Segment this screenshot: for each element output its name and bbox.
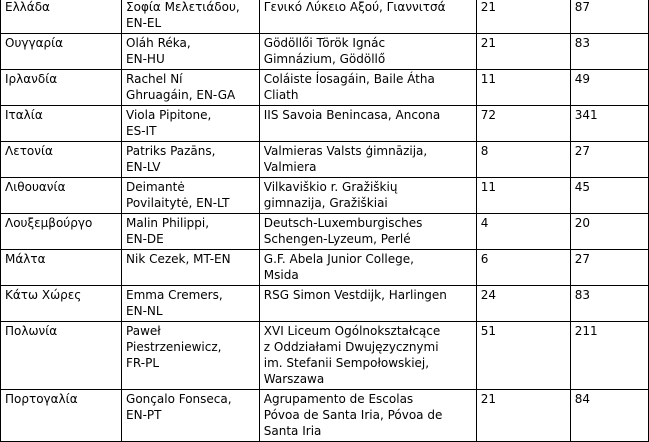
students-cell: 21 bbox=[476, 390, 570, 442]
students-cell: 11 bbox=[476, 70, 570, 106]
country-cell: Ελλάδα bbox=[1, 0, 122, 34]
students-cell: 6 bbox=[476, 250, 570, 286]
school-cell: IIS Savoia Benincasa, Ancona bbox=[259, 106, 476, 142]
teacher-cell: Malin Philippi, EN-DE bbox=[122, 214, 260, 250]
table-row bbox=[1, 390, 649, 442]
teacher-cell: Paweł Piestrzeniewicz, FR-PL bbox=[122, 322, 260, 390]
table-row bbox=[1, 286, 649, 322]
total-cell: 49 bbox=[570, 70, 648, 106]
students-cell: 72 bbox=[476, 106, 570, 142]
country-cell: Λετονία bbox=[1, 142, 122, 178]
teacher-cell: Viola Pipitone, ES-IT bbox=[122, 106, 260, 142]
students-cell: 11 bbox=[476, 178, 570, 214]
table-row bbox=[1, 214, 649, 250]
students-cell: 21 bbox=[476, 34, 570, 70]
total-cell: 20 bbox=[570, 214, 648, 250]
teacher-cell: Rachel Ní Ghruagáin, EN-GA bbox=[122, 70, 260, 106]
country-cell: Ουγγαρία bbox=[1, 34, 122, 70]
school-cell: Valmieras Valsts ģimnāzija, Valmiera bbox=[259, 142, 476, 178]
total-cell: 211 bbox=[570, 322, 648, 390]
table-row bbox=[1, 34, 649, 70]
school-cell: Γενικό Λύκειο Αξού, Γιαννιτσά bbox=[259, 0, 476, 34]
table-row bbox=[1, 250, 649, 286]
country-cell: Πολωνία bbox=[1, 322, 122, 390]
students-cell: 51 bbox=[476, 322, 570, 390]
total-cell: 87 bbox=[570, 0, 648, 34]
total-cell: 27 bbox=[570, 142, 648, 178]
students-cell: 8 bbox=[476, 142, 570, 178]
school-cell: Coláiste Íosagáin, Baile Átha Cliath bbox=[259, 70, 476, 106]
school-cell: Vilkaviškio r. Gražiškių gimnazija, Gražiškiai bbox=[259, 178, 476, 214]
school-cell: Agrupamento de Escolas Póvoa de Santa Iria, Póvoa de Santa Iria bbox=[259, 390, 476, 442]
total-cell: 83 bbox=[570, 286, 648, 322]
country-cell: Λιθουανία bbox=[1, 178, 122, 214]
table-row bbox=[1, 70, 649, 106]
country-cell: Ιταλία bbox=[1, 106, 122, 142]
total-cell: 341 bbox=[570, 106, 648, 142]
total-cell: 83 bbox=[570, 34, 648, 70]
total-cell: 45 bbox=[570, 178, 648, 214]
country-cell: Ιρλανδία bbox=[1, 70, 122, 106]
students-cell: 4 bbox=[476, 214, 570, 250]
students-cell: 24 bbox=[476, 286, 570, 322]
school-cell: XVI Liceum Ogólnokształcące z Oddziałami Dwujęzycznymi im. Stefanii Sempołowskiej, Warszawa bbox=[259, 322, 476, 390]
country-cell: Πορτογαλία bbox=[1, 390, 122, 442]
teacher-cell: Deimantė Povilaitytė, EN-LT bbox=[122, 178, 260, 214]
teacher-cell: Nik Cezek, MT-EN bbox=[122, 250, 260, 286]
teacher-cell: Oláh Réka, EN-HU bbox=[122, 34, 260, 70]
teacher-cell: Σοφία Μελετιάδου, EN-EL bbox=[122, 0, 260, 34]
school-cell: Deutsch-Luxemburgisches Schengen-Lyzeum, Perlé bbox=[259, 214, 476, 250]
teacher-cell: Emma Cremers, EN-NL bbox=[122, 286, 260, 322]
country-cell: Μάλτα bbox=[1, 250, 122, 286]
school-cell: G.F. Abela Junior College, Msida bbox=[259, 250, 476, 286]
table-row bbox=[1, 142, 649, 178]
total-cell: 84 bbox=[570, 390, 648, 442]
table-row bbox=[1, 178, 649, 214]
table-body bbox=[1, 0, 649, 442]
total-cell: 27 bbox=[570, 250, 648, 286]
table-row bbox=[1, 322, 649, 390]
teacher-cell: Patriks Pazāns, EN-LV bbox=[122, 142, 260, 178]
students-cell: 21 bbox=[476, 0, 570, 34]
country-cell: Λουξεμβούργο bbox=[1, 214, 122, 250]
school-cell: RSG Simon Vestdijk, Harlingen bbox=[259, 286, 476, 322]
table-row bbox=[1, 106, 649, 142]
country-cell: Κάτω Χώρες bbox=[1, 286, 122, 322]
table-row bbox=[1, 0, 649, 34]
teacher-cell: Gonçalo Fonseca, EN-PT bbox=[122, 390, 260, 442]
school-cell: Gödöllői Török Ignác Gimnázium, Gödöllő bbox=[259, 34, 476, 70]
